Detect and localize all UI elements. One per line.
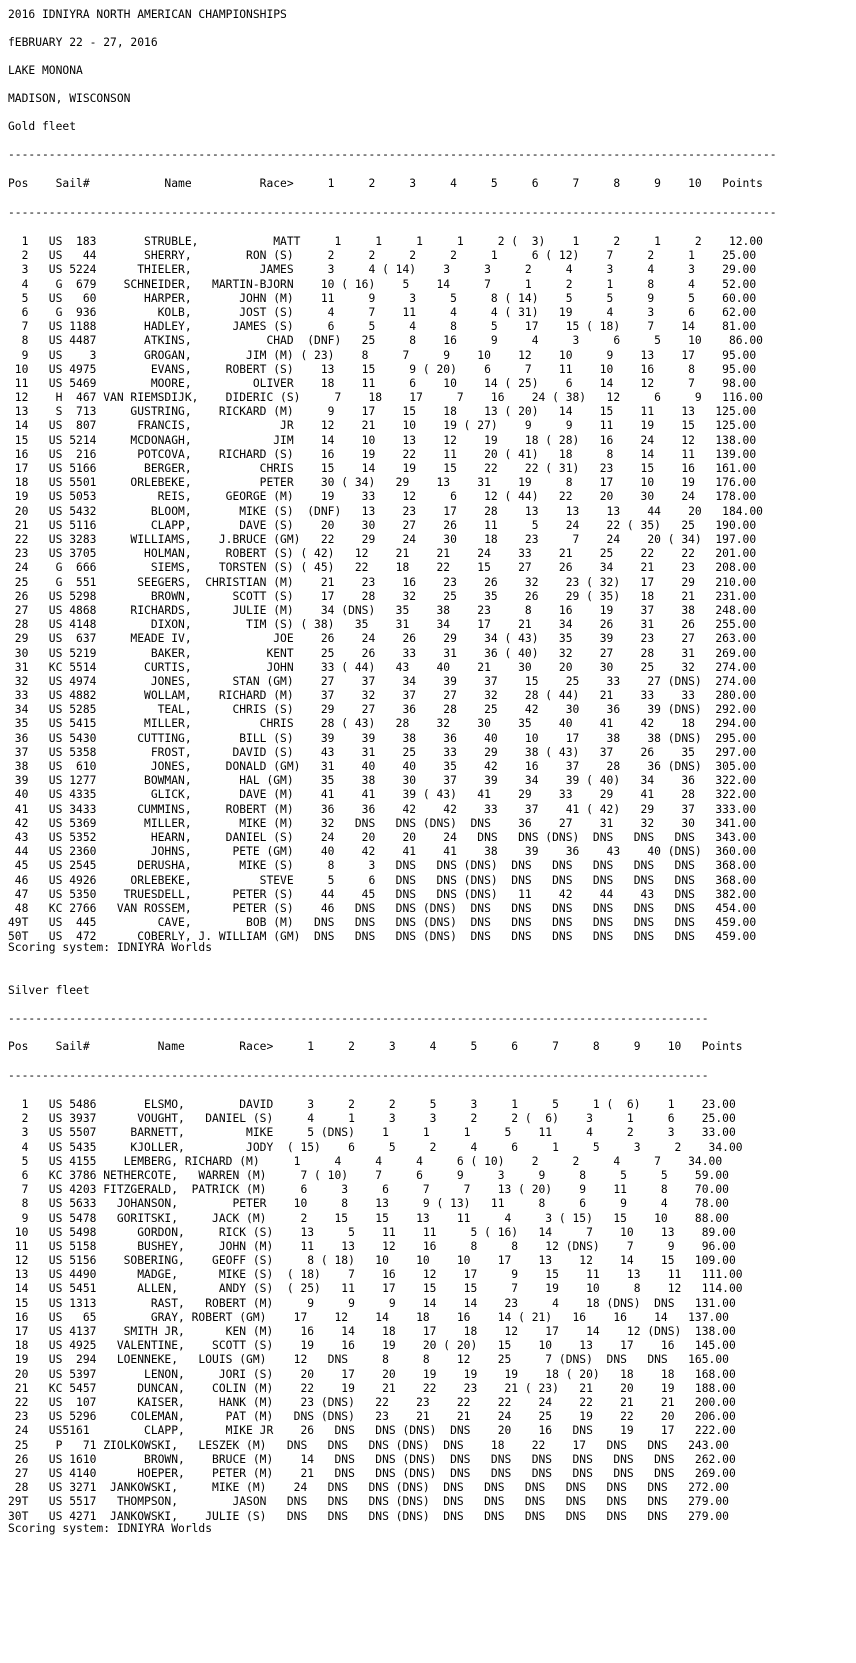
gold-result-row: 29 US 637 MEADE IV, JOE 26 24 26 29 34 ( 43) 35 39 23 27 263.00 [8,632,757,646]
silver-result-row: 25 P 71 ZIOLKOWSKI, LESZEK (M) DNS DNS DNS (DNS) DNS 18 22 17 DNS DNS 243.00 [8,1438,729,1452]
gold-rule-bottom: ----------------------------------------------------------------------------------------------------------------- [8,206,777,219]
silver-result-row: 17 US 4137 SMITH JR, KEN (M) 16 14 18 17 18 12 17 14 12 (DNS) 138.00 [8,1325,736,1339]
silver-result-row: 10 US 5498 GORDON, RICK (S) 13 5 11 11 5 ( 16) 14 7 10 13 89.00 [8,1225,736,1239]
gold-result-row: 28 US 4148 DIXON, TIM (S) ( 38) 35 31 34 17 21 34 26 31 26 255.00 [8,618,757,632]
gold-rule-top: ----------------------------------------------------------------------------------------------------------------- [8,148,777,161]
silver-result-row: 18 US 4925 VALENTINE, SCOTT (S) 19 16 19 20 ( 20) 15 10 13 17 16 145.00 [8,1339,736,1353]
silver-result-row: 8 US 5633 JOHANSON, PETER 10 8 13 9 ( 13) 11 8 6 9 4 78.00 [8,1197,729,1211]
silver-result-row: 6 KC 3786 NETHERCOTE, WARREN (M) 7 ( 10) 7 6 9 3 9 8 5 5 59.00 [8,1168,729,1182]
gold-result-row: 38 US 610 JONES, DONALD (GM) 31 40 40 35 42 16 37 28 36 (DNS) 305.00 [8,760,757,774]
gold-fleet-title: Gold fleet [8,120,77,133]
gold-result-row: 18 US 5501 ORLEBEKE, PETER 30 ( 34) 29 13 31 19 8 17 10 19 176.00 [8,476,757,490]
gold-result-row: 36 US 5430 CUTTING, BILL (S) 39 39 38 36 40 10 17 38 38 (DNS) 295.00 [8,731,757,745]
gold-result-row: 34 US 5285 TEAL, CHRIS (S) 29 27 36 28 25 42 30 36 39 (DNS) 292.00 [8,703,757,717]
gold-result-row: 17 US 5166 BERGER, CHRIS 15 14 19 15 22 22 ( 31) 23 15 16 161.00 [8,462,757,476]
silver-result-row: 16 US 65 GRAY, ROBERT (GM) 17 12 14 18 16 14 ( 21) 16 16 14 137.00 [8,1310,729,1324]
silver-result-row: 15 US 1313 RAST, ROBERT (M) 9 9 9 14 14 23 4 18 (DNS) DNS 131.00 [8,1296,736,1310]
silver-result-row: 5 US 4155 LEMBERG, RICHARD (M) 1 4 4 4 6 ( 10) 2 2 4 7 34.00 [8,1154,723,1168]
gold-result-row: 20 US 5432 BLOOM, MIKE (S) (DNF) 13 23 17 28 13 13 13 44 20 184.00 [8,504,763,518]
silver-result-row: 9 US 5478 GORITSKI, JACK (M) 2 15 15 13 11 4 3 ( 15) 15 10 88.00 [8,1211,729,1225]
gold-result-row: 3 US 5224 THIELER, JAMES 3 4 ( 14) 3 3 2 4 3 4 3 29.00 [8,263,757,277]
silver-result-row: 12 US 5156 SOBERING, GEOFF (S) 8 ( 18) 10 10 10 17 13 12 14 15 109.00 [8,1254,736,1268]
gold-result-row: 10 US 4975 EVANS, ROBERT (S) 13 15 9 ( 20) 6 7 11 10 16 8 95.00 [8,362,757,376]
gold-result-row: 26 US 5298 BROWN, SCOTT (S) 17 28 32 25 35 26 29 ( 35) 18 21 231.00 [8,589,757,603]
event-venue: LAKE MONONA [8,64,83,77]
gold-result-row: 39 US 1277 BOWMAN, HAL (GM) 35 38 30 37 39 34 39 ( 40) 34 36 322.00 [8,774,757,788]
gold-scoring-note: Scoring system: IDNIYRA Worlds [8,941,213,954]
silver-fleet-title: Silver fleet [8,984,90,997]
gold-result-row: 41 US 3433 CUMMINS, ROBERT (M) 36 36 42 42 33 37 41 ( 42) 29 37 333.00 [8,802,757,816]
gold-result-row: 32 US 4974 JONES, STAN (GM) 27 37 34 39 37 15 25 33 27 (DNS) 274.00 [8,674,757,688]
gold-result-row: 11 US 5469 MOORE, OLIVER 18 11 6 10 14 ( 25) 6 14 12 7 98.00 [8,376,757,390]
gold-result-row: 43 US 5352 HEARN, DANIEL (S) 24 20 20 24 DNS DNS (DNS) DNS DNS DNS 343.00 [8,830,757,844]
gold-result-row: 5 US 60 HARPER, JOHN (M) 11 9 3 5 8 ( 14) 5 5 9 5 60.00 [8,291,757,305]
gold-result-row: 40 US 4335 GLICK, DAVE (M) 41 41 39 ( 43) 41 29 33 29 41 28 322.00 [8,788,757,802]
gold-result-row: 13 S 713 GUSTRING, RICKARD (M) 9 17 15 18 13 ( 20) 14 15 11 13 125.00 [8,405,757,419]
event-title: 2016 IDNIYRA NORTH AMERICAN CHAMPIONSHIPS [8,8,287,21]
gold-result-row: 35 US 5415 MILLER, CHRIS 28 ( 43) 28 32 30 35 40 41 42 18 294.00 [8,717,757,731]
gold-header-row: Pos Sail# Name Race> 1 2 3 4 5 6 7 8 9 10 Points [8,177,763,190]
gold-result-row: 8 US 4487 ATKINS, CHAD (DNF) 25 8 16 9 4 3 6 5 10 86.00 [8,334,763,348]
silver-result-row: 29T US 5517 THOMPSON, JASON DNS DNS DNS (DNS) DNS DNS DNS DNS DNS DNS 279.00 [8,1495,729,1509]
gold-result-row: 1 US 183 STRUBLE, MATT 1 1 1 1 2 ( 3) 1 2 1 2 12.00 [8,235,763,248]
silver-result-row: 21 KC 5457 DUNCAN, COLIN (M) 22 19 21 22 23 21 ( 23) 21 20 19 188.00 [8,1381,736,1395]
silver-result-row: 30T US 4271 JANKOWSKI, JULIE (S) DNS DNS DNS (DNS) DNS DNS DNS DNS DNS DNS 279.00 [8,1509,729,1523]
silver-result-row: 3 US 5507 BARNETT, MIKE 5 (DNS) 1 1 1 5 11 4 2 3 33.00 [8,1126,736,1140]
gold-result-row: 19 US 5053 REIS, GEORGE (M) 19 33 12 6 12 ( 44) 22 20 30 24 178.00 [8,490,757,504]
gold-result-row: 33 US 4882 WOLLAM, RICHARD (M) 37 32 37 27 32 28 ( 44) 21 33 33 280.00 [8,689,757,703]
silver-result-row: 20 US 5397 LENON, JORI (S) 20 17 20 19 19 19 18 ( 20) 18 18 168.00 [8,1367,736,1381]
silver-scoring-note: Scoring system: IDNIYRA Worlds [8,1522,213,1535]
gold-result-row: 37 US 5358 FROST, DAVID (S) 43 31 25 33 29 38 ( 43) 37 26 35 297.00 [8,745,757,759]
gold-result-row: 47 US 5350 TRUESDELL, PETER (S) 44 45 DNS DNS (DNS) 11 42 44 43 DNS 382.00 [8,887,757,901]
gold-result-row: 25 G 551 SEEGERS, CHRISTIAN (M) 21 23 16 23 26 32 23 ( 32) 17 29 210.00 [8,575,757,589]
gold-result-row: 24 G 666 SIEMS, TORSTEN (S) ( 45) 22 18 22 15 27 26 34 21 23 208.00 [8,561,757,575]
silver-result-row: 7 US 4203 FITZGERALD, PATRICK (M) 6 3 6 7 7 13 ( 20) 9 11 8 70.00 [8,1183,729,1197]
gold-result-row: 21 US 5116 CLAPP, DAVE (S) 20 30 27 26 11 5 24 22 ( 35) 25 190.00 [8,518,757,532]
gold-result-row: 16 US 216 POTCOVA, RICHARD (S) 16 19 22 11 20 ( 41) 18 8 14 11 139.00 [8,447,757,461]
silver-result-row: 13 US 4490 MADGE, MIKE (S) ( 18) 7 16 12 17 9 15 11 13 11 111.00 [8,1268,743,1282]
gold-result-row: 22 US 3283 WILLIAMS, J.BRUCE (GM) 22 29 24 30 18 23 7 24 20 ( 34) 197.00 [8,532,757,546]
gold-result-row: 31 KC 5514 CURTIS, JOHN 33 ( 44) 43 40 21 30 20 30 25 32 274.00 [8,660,757,674]
gold-result-row: 15 US 5214 MCDONAGH, JIM 14 10 13 12 19 18 ( 28) 16 24 12 138.00 [8,433,757,447]
gold-result-row: 9 US 3 GROGAN, JIM (M) ( 23) 8 7 9 10 12 10 9 13 17 95.00 [8,348,757,362]
silver-result-row: 22 US 107 KAISER, HANK (M) 23 (DNS) 22 23 22 22 24 22 21 21 200.00 [8,1395,736,1409]
silver-result-row: 11 US 5158 BUSHEY, JOHN (M) 11 13 12 16 8 8 12 (DNS) 7 9 96.00 [8,1239,736,1253]
silver-rule-bottom: ------------------------------------------------------------------------------------------------------- [8,1069,709,1082]
gold-result-row: 6 G 936 KOLB, JOST (S) 4 7 11 4 4 ( 31) 19 4 3 6 62.00 [8,305,757,319]
gold-result-row: 44 US 2360 JOHNS, PETE (GM) 40 42 41 41 38 39 36 43 40 (DNS) 360.00 [8,845,757,859]
gold-result-row: 2 US 44 SHERRY, RON (S) 2 2 2 2 1 6 ( 12) 7 2 1 25.00 [8,249,757,263]
gold-result-row: 4 G 679 SCHNEIDER, MARTIN-BJORN 10 ( 16) 5 14 7 1 2 1 8 4 52.00 [8,277,757,291]
silver-result-row: 1 US 5486 ELSMO, DAVID 3 2 2 5 3 1 5 1 ( 6) 1 23.00 [8,1098,736,1111]
silver-result-row: 27 US 4140 HOEPER, PETER (M) 21 DNS DNS (DNS) DNS DNS DNS DNS DNS DNS 269.00 [8,1466,736,1480]
silver-result-row: 4 US 5435 KJOLLER, JODY ( 15) 6 5 2 4 6 1 5 3 2 34.00 [8,1140,743,1154]
gold-result-row: 45 US 2545 DERUSHA, MIKE (S) 8 3 DNS DNS (DNS) DNS DNS DNS DNS DNS 368.00 [8,859,757,873]
event-dates: fEBRUARY 22 - 27, 2016 [8,36,158,49]
gold-result-row: 50T US 472 COBERLY, J. WILLIAM (GM) DNS DNS DNS (DNS) DNS DNS DNS DNS DNS DNS 459.00 [8,930,757,944]
gold-result-row: 42 US 5369 MILLER, MIKE (M) 32 DNS DNS (DNS) DNS 36 27 31 32 30 341.00 [8,816,757,830]
silver-result-row: 28 US 3271 JANKOWSKI, MIKE (M) 24 DNS DNS (DNS) DNS DNS DNS DNS DNS DNS 272.00 [8,1481,729,1495]
gold-result-row: 48 KC 2766 VAN ROSSEM, PETER (S) 46 DNS DNS (DNS) DNS DNS DNS DNS DNS DNS 454.00 [8,901,757,915]
silver-result-row: 26 US 1610 BROWN, BRUCE (M) 14 DNS DNS (DNS) DNS DNS DNS DNS DNS DNS 262.00 [8,1452,736,1466]
silver-header-row: Pos Sail# Name Race> 1 2 3 4 5 6 7 8 9 10 Points [8,1040,743,1053]
gold-result-row: 30 US 5219 BAKER, KENT 25 26 33 31 36 ( 40) 32 27 28 31 269.00 [8,646,757,660]
silver-result-row: 14 US 5451 ALLEN, ANDY (S) ( 25) 11 17 15 15 7 19 10 8 12 114.00 [8,1282,743,1296]
silver-rule-top: ------------------------------------------------------------------------------------------------------- [8,1012,709,1025]
silver-result-row: 2 US 3937 VOUGHT, DANIEL (S) 4 1 3 3 2 2 ( 6) 3 1 6 25.00 [8,1112,736,1126]
gold-result-row: 27 US 4868 RICHARDS, JULIE (M) 34 (DNS) 35 38 23 8 16 19 37 38 248.00 [8,603,757,617]
gold-result-row: 14 US 807 FRANCIS, JR 12 21 10 19 ( 27) 9 9 11 19 15 125.00 [8,419,757,433]
gold-result-row: 23 US 3705 HOLMAN, ROBERT (S) ( 42) 12 21 21 24 33 21 25 22 22 201.00 [8,547,757,561]
silver-result-row: 19 US 294 LOENNEKE, LOUIS (GM) 12 DNS 8 8 12 25 7 (DNS) DNS DNS 165.00 [8,1353,729,1367]
silver-result-row: 23 US 5296 COLEMAN, PAT (M) DNS (DNS) 23 21 21 24 25 19 22 20 206.00 [8,1410,736,1424]
event-location: MADISON, WISCONSON [8,92,131,105]
gold-result-row: 7 US 1188 HADLEY, JAMES (S) 6 5 4 8 5 17 15 ( 18) 7 14 81.00 [8,320,757,334]
silver-result-row: 24 US5161 CLAPP, MIKE JR 26 DNS DNS (DNS) DNS 20 16 DNS 19 17 222.00 [8,1424,736,1438]
gold-result-row: 49T US 445 CAVE, BOB (M) DNS DNS DNS (DNS) DNS DNS DNS DNS DNS DNS 459.00 [8,916,757,930]
gold-result-row: 46 US 4926 ORLEBEKE, STEVE 5 6 DNS DNS (DNS) DNS DNS DNS DNS DNS 368.00 [8,873,757,887]
gold-result-row: 12 H 467 VAN RIEMSDIJK, DIDERIC (S) 7 18 17 7 16 24 ( 38) 12 6 9 116.00 [8,391,763,405]
